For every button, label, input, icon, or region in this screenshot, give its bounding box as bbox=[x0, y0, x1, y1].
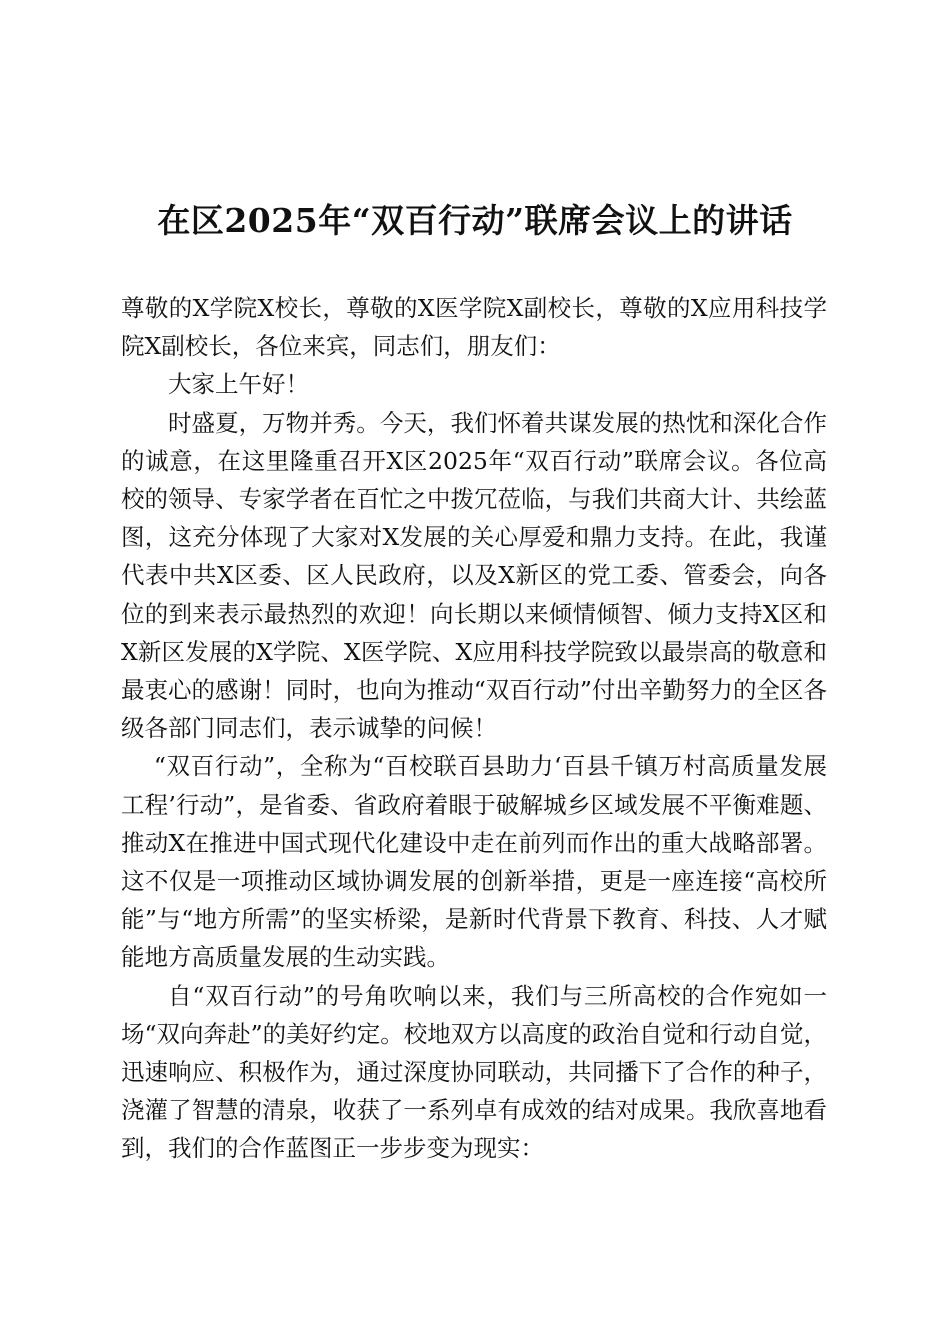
document-title: 在区2025年“双百行动”联席会议上的讲话 bbox=[157, 201, 793, 240]
greeting-paragraph: 大家上午好！ bbox=[168, 370, 309, 399]
welcome-paragraph: 时盛夏，万物并秀。今天，我们怀着共谋发展的热忱和深化合作的诚意，在这里隆重召开X区2025年“双百行动”联席会议。各位高校的领导、专家学者在百忙之中拨冗莅临，与我们共商大计、共绘蓝图，这充分体现了大家对X发展的关心厚爱和鼎力支持。在此，我谨代表中共X区委、区人民政府，以及X新区的党工委、管委会，向各位的到来表示最热烈的欢迎！向长期以来倾情倾智、倾力支持X区和X新区发展的X学院、X医学院、X应用科技学院致以最崇高的敬意和最衷心的感谢！同时，也向为推动“双百行动”付出辛勤努力的全区各级各部门同志们，表示诚挚的问候！ bbox=[121, 408, 827, 743]
cooperation-paragraph: 自“双百行动”的号角吹响以来，我们与三所高校的合作宛如一场“双向奔赴”的美好约定。校地双方以高度的政治自觉和行动自觉，迅速响应、积极作为，通过深度协同联动，共同播下了合作的种子，浇灌了智慧的清泉，收获了一系列卓有成效的结对成果。我欣喜地看到，我们的合作蓝图正一步步变为现实： bbox=[121, 981, 827, 1163]
document-body bbox=[121, 289, 827, 1168]
double-hundred-intro-paragraph: “双百行动”，全称为“百校联百县助力‘百县千镇万村高质量发展工程’行动”，是省委、省政府着眼于破解城乡区域发展不平衡难题、推动X在推进中国式现代化建设中走在前列而作出的重大战略部署。这不仅是一项推动区域协调发展的创新举措，更是一座连接“高校所能”与“地方所需”的坚实桥梁，是新时代背景下教育、科技、人才赋能地方高质量发展的生动实践。 bbox=[121, 752, 827, 972]
salutation-paragraph: 尊敬的X学院X校长，尊敬的X医学院X副校长，尊敬的X应用科技学院X副校长，各位来宾，同志们，朋友们： bbox=[121, 294, 827, 361]
